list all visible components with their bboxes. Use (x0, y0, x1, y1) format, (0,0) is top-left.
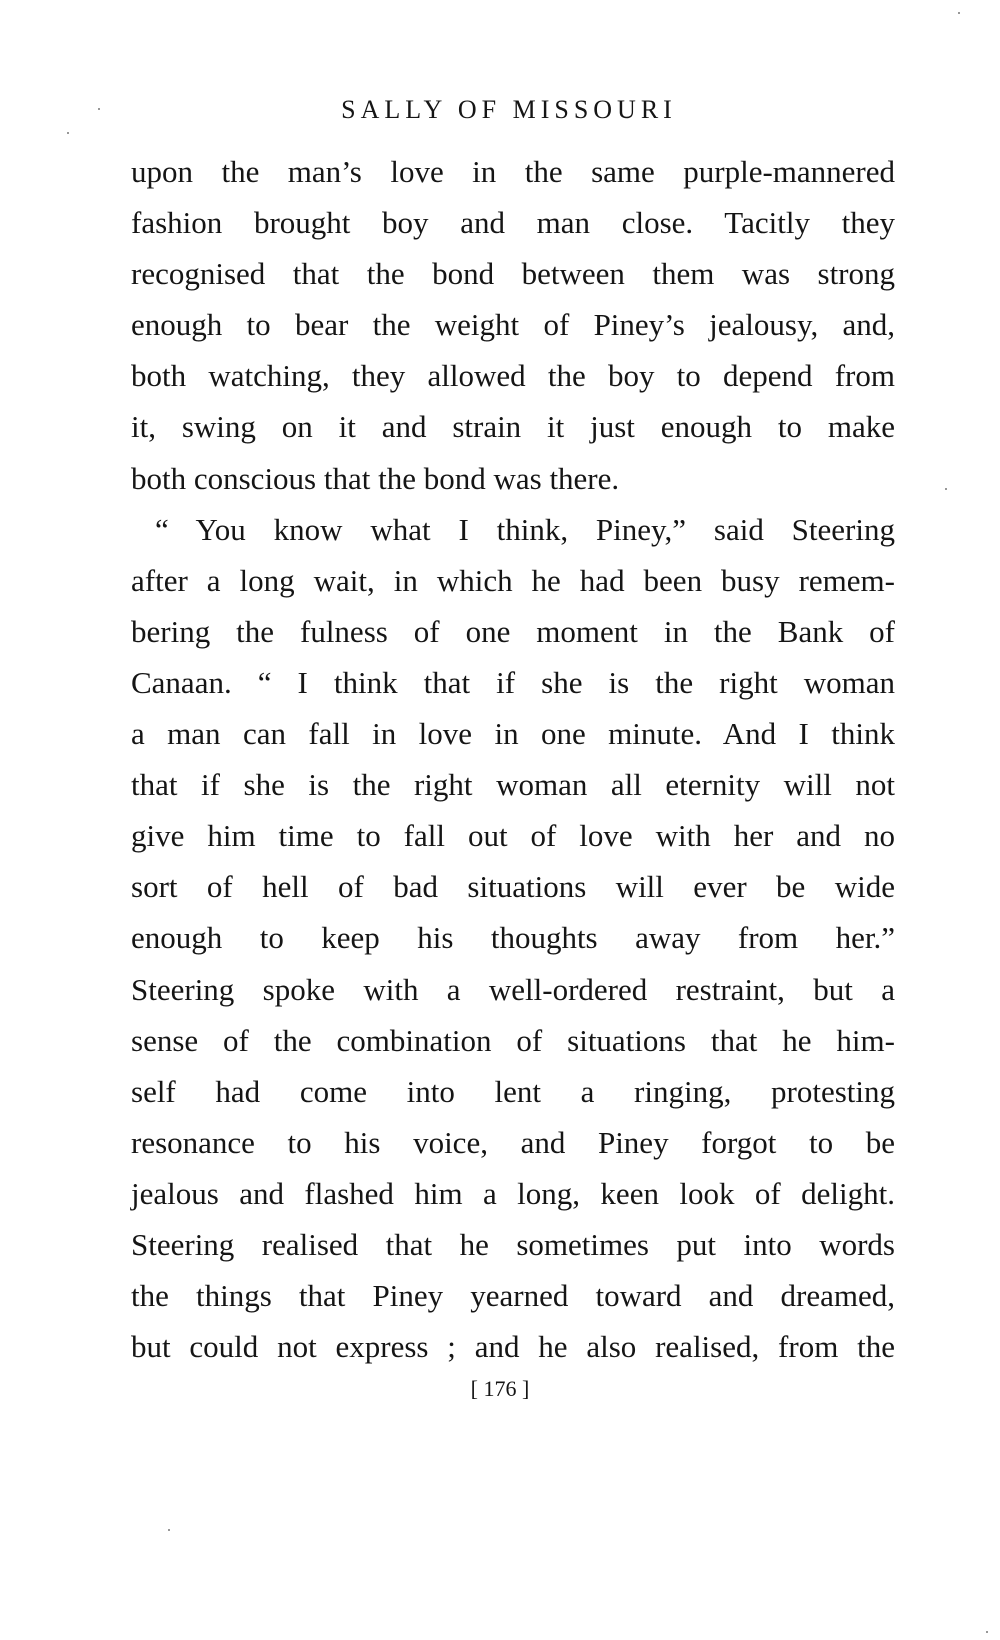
text-line: resonance to his voice, and Piney forgot to be (131, 1124, 895, 1160)
text-line: it, swing on it and strain it just enough to make (131, 409, 895, 445)
text-line: jealous and flashed him a long, keen look of delight. (131, 1175, 895, 1211)
text-line: “ You know what I think, Piney,” said Steering (155, 511, 895, 547)
scan-speck (67, 132, 69, 134)
text-line: enough to bear the weight of Piney’s jealousy, and, (131, 307, 895, 343)
text-line: sort of hell of bad situations will ever be wide (131, 869, 895, 905)
text-line: both conscious that the bond was there. (131, 460, 620, 496)
text-line: self had come into lent a ringing, protesting (131, 1073, 895, 1109)
text-line: upon the man’s love in the same purple-mannered (131, 154, 895, 189)
text-line: Steering realised that he sometimes put into words (131, 1226, 895, 1262)
text-line: fashion brought boy and man close. Tacitly they (131, 205, 895, 241)
body-text (131, 146, 895, 1372)
text-line: bering the fulness of one moment in the Bank of (131, 613, 895, 649)
text-line: that if she is the right woman all eternity will not (131, 767, 895, 803)
scan-speck (168, 1529, 170, 1531)
text-line: Canaan. “ I think that if she is the right woman (131, 664, 895, 700)
text-line: a man can fall in love in one minute. And I think (131, 716, 895, 752)
text-line: recognised that the bond between them was strong (131, 256, 895, 292)
scan-speck (945, 488, 947, 490)
scan-speck (986, 1631, 988, 1633)
text-line: sense of the combination of situations that he him- (131, 1022, 895, 1058)
running-head: SALLY OF MISSOURI (341, 95, 677, 124)
text-line: give him time to fall out of love with her and no (131, 818, 895, 854)
text-line: after a long wait, in which he had been busy remem- (131, 562, 895, 598)
text-line: but could not express ; and he also realised, from the (131, 1329, 895, 1365)
text-line: both watching, they allowed the boy to depend from (131, 358, 895, 394)
page-number: [ 176 ] (470, 1376, 530, 1401)
text-line: the things that Piney yearned toward and dreamed, (131, 1278, 895, 1314)
scan-speck (958, 12, 960, 14)
text-line: Steering spoke with a well-ordered restraint, but a (131, 971, 895, 1007)
text-line: enough to keep his thoughts away from her.” (131, 920, 895, 956)
scan-speck (98, 108, 100, 110)
